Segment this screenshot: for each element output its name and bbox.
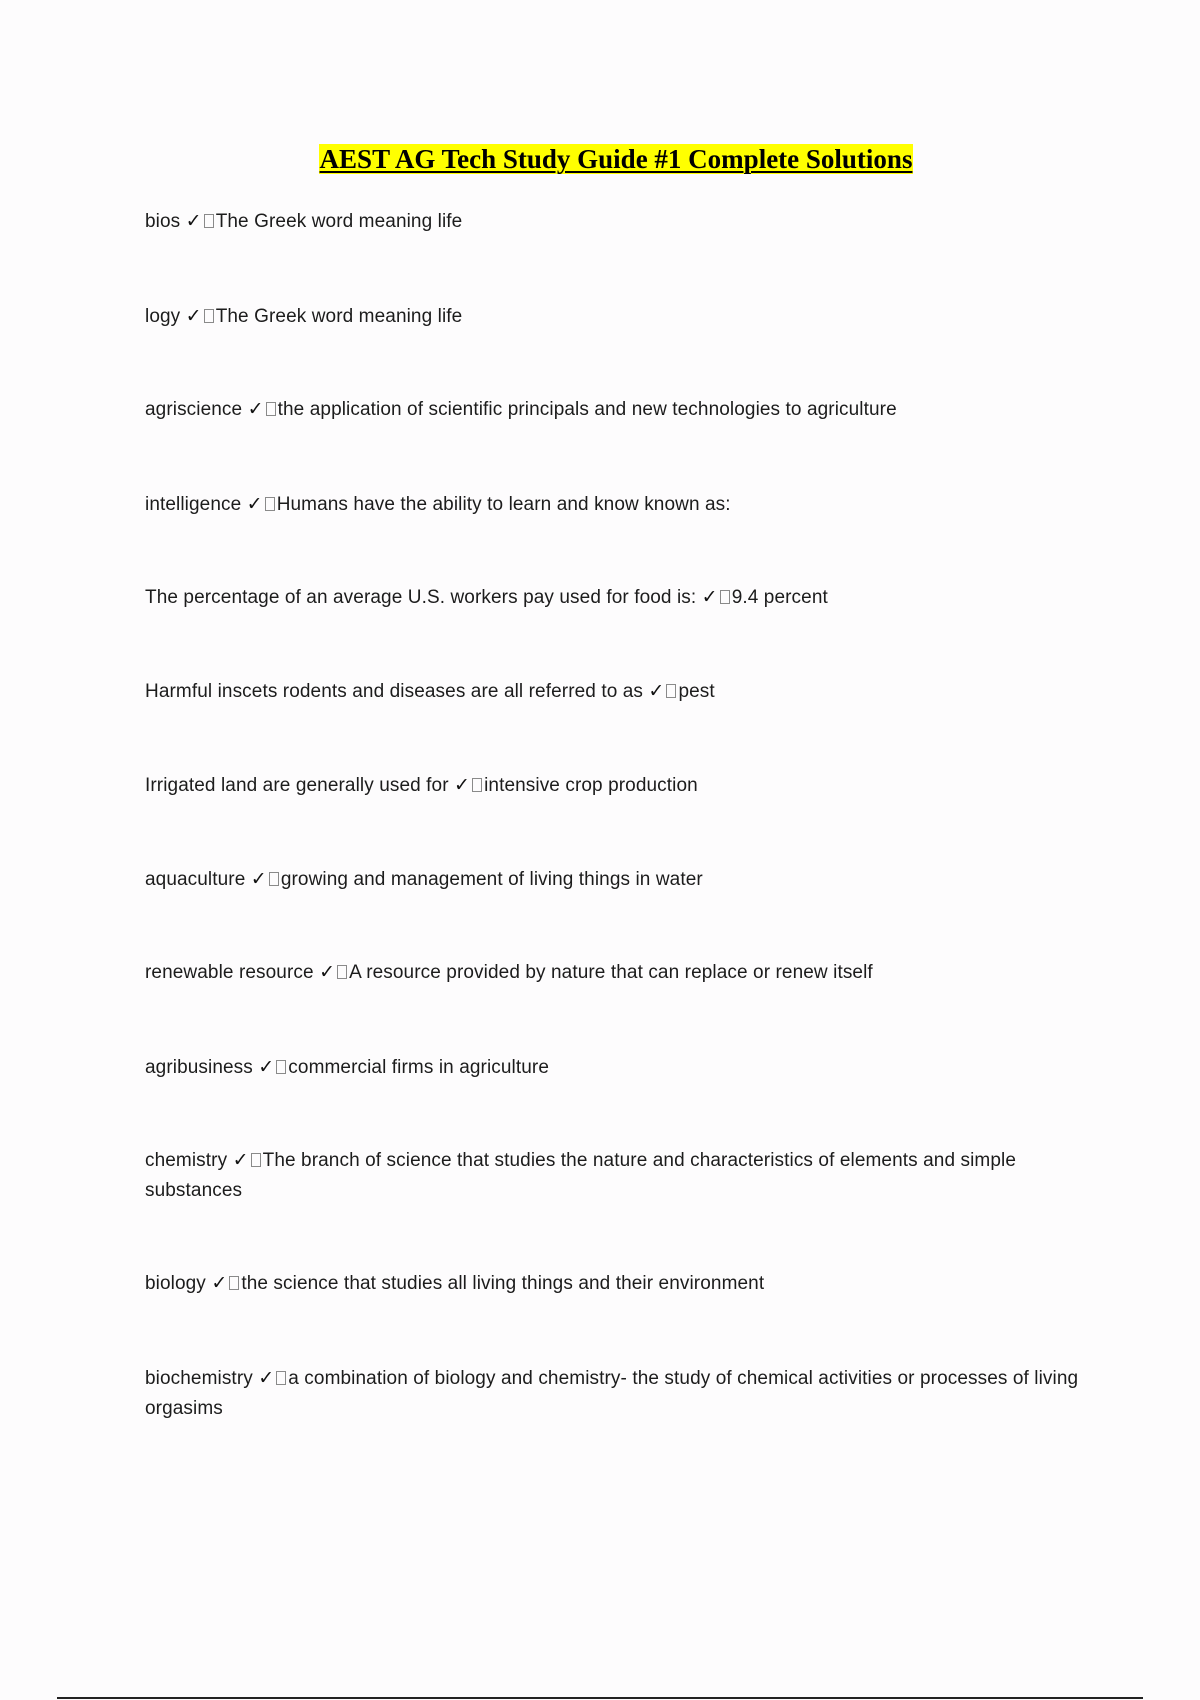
check-icon: ✓ (185, 305, 202, 327)
entry-term: bios (145, 211, 181, 232)
check-icon: ✓ (247, 398, 264, 420)
entry-definition: The branch of science that studies the nature and characteristics of elements and simple substances (145, 1150, 1016, 1201)
entry-term: Harmful inscets rodents and diseases are all referred to as (145, 681, 644, 702)
entry-term: chemistry (145, 1150, 228, 1171)
qa-entry (145, 206, 1090, 237)
box-glyph-icon (276, 1060, 286, 1074)
entry-definition: A resource provided by nature that can replace or renew itself (349, 962, 873, 983)
check-icon: ✓ (648, 680, 665, 702)
entry-term: biology (145, 1273, 206, 1294)
qa-entry (145, 770, 1090, 801)
entry-term: Irrigated land are generally used for (145, 775, 449, 796)
entry-term: logy (145, 306, 181, 327)
check-icon: ✓ (701, 586, 718, 608)
footer-divider (57, 1697, 1143, 1699)
entry-term: renewable resource (145, 962, 314, 983)
check-icon: ✓ (454, 774, 471, 796)
check-icon: ✓ (232, 1149, 249, 1171)
box-glyph-icon (229, 1276, 239, 1290)
document-title: AEST AG Tech Study Guide #1 Complete Solutions (319, 144, 913, 174)
qa-entry (145, 394, 1090, 425)
box-glyph-icon (266, 402, 276, 416)
check-icon: ✓ (258, 1367, 275, 1389)
entry-term: intelligence (145, 494, 242, 515)
check-icon: ✓ (211, 1272, 228, 1294)
box-glyph-icon (472, 778, 482, 792)
entry-definition: The Greek word meaning life (215, 306, 463, 327)
entry-definition: a combination of biology and chemistry- the study of chemical activities or processes of living orgasims (145, 1368, 1079, 1419)
entry-term: The percentage of an average U.S. workers pay used for food is: (145, 587, 697, 608)
qa-entry (145, 582, 1090, 613)
entry-definition: pest (678, 681, 715, 702)
entry-definition: growing and management of living things in water (280, 869, 703, 890)
entry-definition: Humans have the ability to learn and know known as: (276, 494, 731, 515)
qa-entry (145, 864, 1090, 895)
entry-definition: the science that studies all living things and their environment (241, 1273, 765, 1294)
entry-term: aquaculture (145, 869, 246, 890)
entry-term: biochemistry (145, 1368, 253, 1389)
box-glyph-icon (251, 1153, 261, 1167)
box-glyph-icon (337, 965, 347, 979)
qa-entry (145, 1052, 1090, 1083)
box-glyph-icon (720, 590, 730, 604)
qa-entry (145, 676, 1090, 707)
entry-definition: commercial firms in agriculture (288, 1057, 550, 1078)
entry-term: agriscience (145, 399, 243, 420)
check-icon: ✓ (319, 961, 336, 983)
qa-entry (145, 301, 1090, 332)
check-icon: ✓ (246, 493, 263, 515)
qa-entry (145, 957, 1090, 988)
check-icon: ✓ (258, 1056, 275, 1078)
box-glyph-icon (269, 872, 279, 886)
qa-entry (145, 1363, 1090, 1424)
qa-entry (145, 489, 1090, 520)
box-glyph-icon (204, 309, 214, 323)
check-icon: ✓ (185, 210, 202, 232)
box-glyph-icon (265, 497, 275, 511)
qa-entry (145, 1145, 1090, 1206)
box-glyph-icon (276, 1371, 286, 1385)
entry-definition: the application of scientific principals and new technologies to agriculture (277, 399, 897, 420)
box-glyph-icon (666, 684, 676, 698)
entry-definition: intensive crop production (484, 775, 698, 796)
entry-term: agribusiness (145, 1057, 253, 1078)
box-glyph-icon (204, 214, 214, 228)
entry-definition: The Greek word meaning life (215, 211, 463, 232)
title-container (0, 144, 1200, 174)
qa-entry (145, 1268, 1090, 1299)
entry-definition: 9.4 percent (731, 587, 828, 608)
check-icon: ✓ (250, 868, 267, 890)
